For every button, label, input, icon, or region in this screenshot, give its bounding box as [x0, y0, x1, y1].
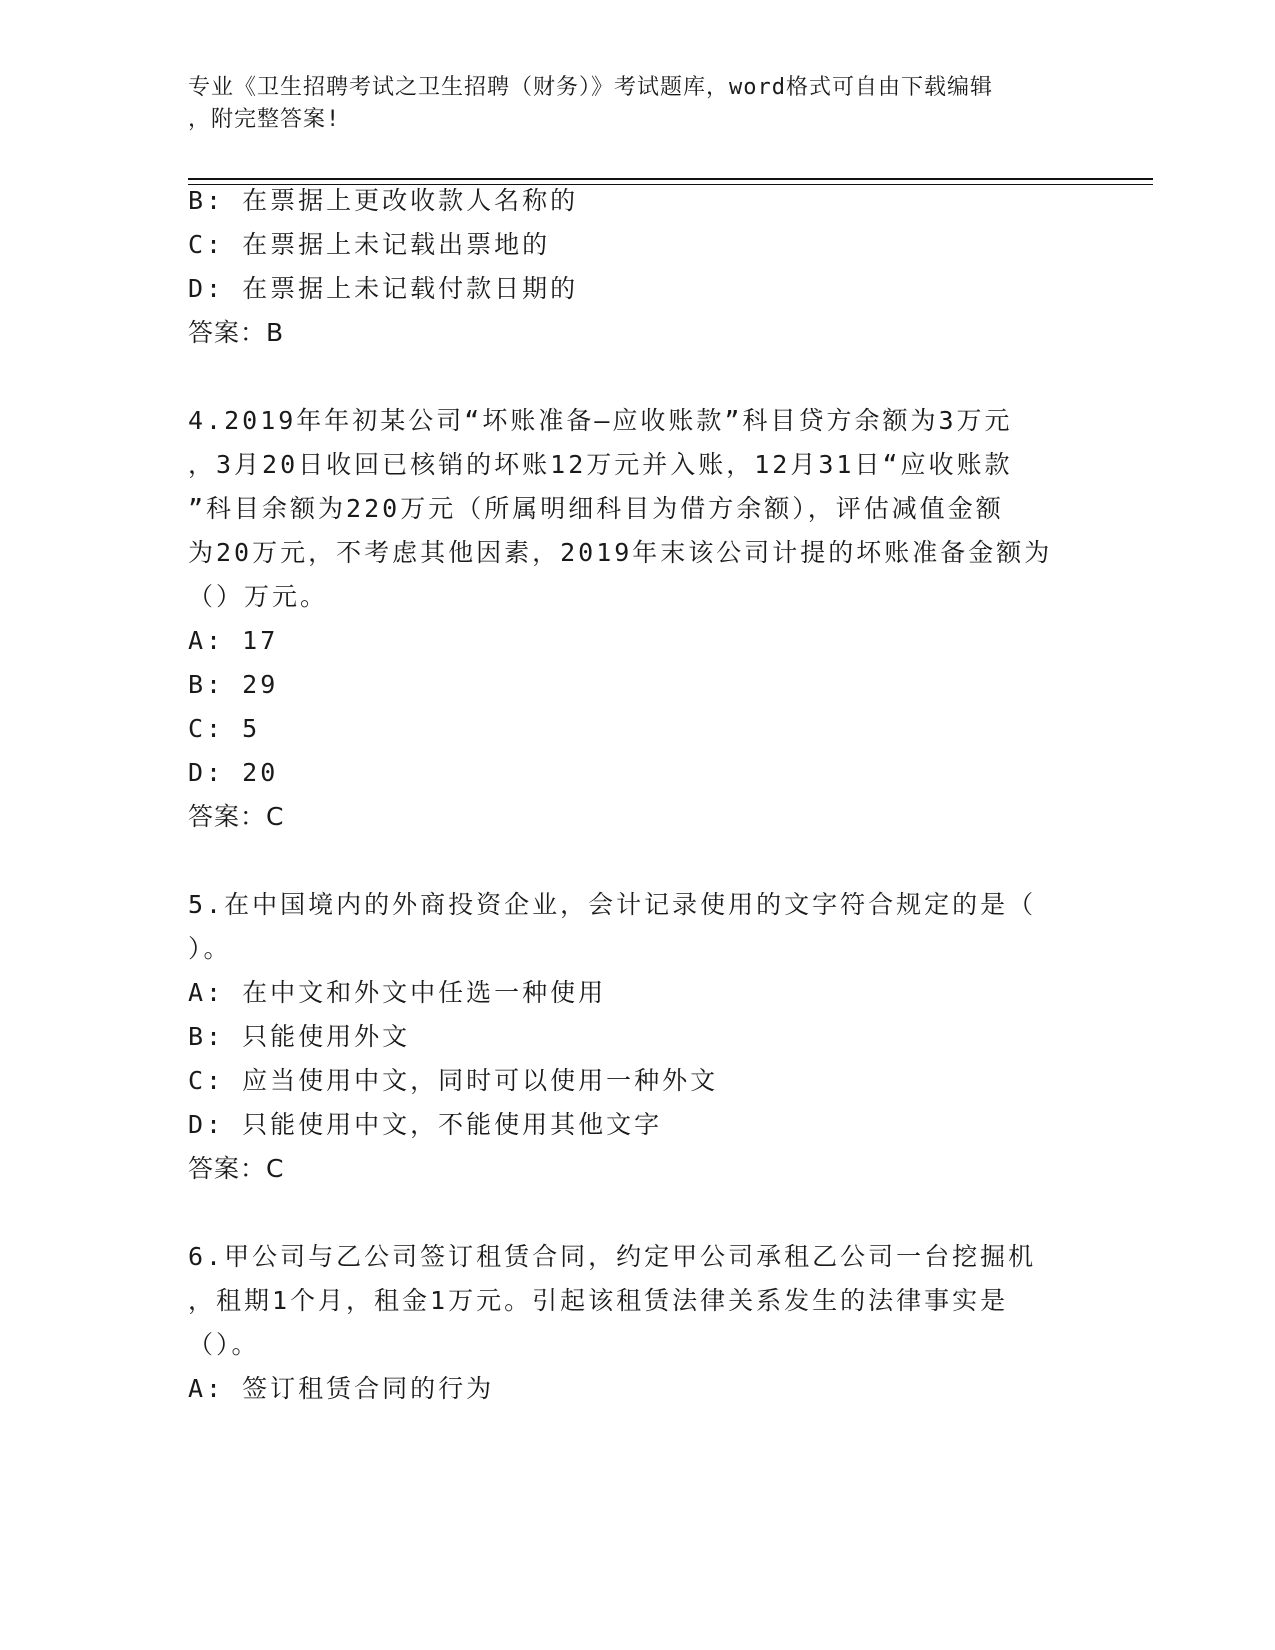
- q4-option-b: B: 29: [188, 670, 279, 699]
- q5-stem-line-1: 5.在中国境内的外商投资企业，会计记录使用的文字符合规定的是（: [188, 890, 1037, 919]
- q4-option-d: D: 20: [188, 758, 279, 787]
- q3-answer: 答案：B: [188, 318, 285, 347]
- q3-option-d: D: 在票据上未记载付款日期的: [188, 274, 579, 303]
- q5-stem-line-2: ）。: [188, 934, 232, 963]
- q6-option-a: A: 签订租赁合同的行为: [188, 1374, 495, 1403]
- q6-stem-line-1: 6.甲公司与乙公司签订租赁合同，约定甲公司承租乙公司一台挖掘机: [188, 1242, 1037, 1271]
- q5-option-c: C: 应当使用中文，同时可以使用一种外文: [188, 1066, 719, 1095]
- q4-option-c: C: 5: [188, 714, 261, 743]
- q5-answer: 答案：C: [188, 1154, 285, 1183]
- q4-stem-line-5: （）万元。: [188, 582, 329, 611]
- q4-answer: 答案：C: [188, 802, 285, 831]
- header-divider-thick: [188, 178, 1153, 180]
- q4-stem-line-2: ，3月20日收回已核销的坏账12万元并入账，12月31日“应收账款: [188, 450, 1013, 479]
- q5-option-b: B: 只能使用外文: [188, 1022, 411, 1051]
- q4-stem-line-4: 为20万元，不考虑其他因素，2019年末该公司计提的坏账准备金额为: [188, 538, 1053, 567]
- q5-option-a: A: 在中文和外文中任选一种使用: [188, 978, 607, 1007]
- document-header: [188, 72, 1068, 136]
- header-line-2: ，附完整答案!: [188, 107, 341, 132]
- q6-stem-line-3: （）。: [188, 1330, 260, 1359]
- q3-option-c: C: 在票据上未记载出票地的: [188, 230, 551, 259]
- q4-option-a: A: 17: [188, 626, 279, 655]
- q4-stem-line-1: 4.2019年年初某公司“坏账准备—应收账款”科目贷方余额为3万元: [188, 406, 1013, 435]
- q3-option-b: B: 在票据上更改收款人名称的: [188, 186, 579, 215]
- q4-stem-line-3: ”科目余额为220万元（所属明细科目为借方余额），评估减值金额: [188, 494, 1004, 523]
- q5-option-d: D: 只能使用中文，不能使用其他文字: [188, 1110, 663, 1139]
- header-line-1: 专业《卫生招聘考试之卫生招聘（财务）》考试题库，word格式可自由下载编辑: [188, 75, 993, 100]
- q6-stem-line-2: ，租期1个月，租金1万元。引起该租赁法律关系发生的法律事实是: [188, 1286, 1009, 1315]
